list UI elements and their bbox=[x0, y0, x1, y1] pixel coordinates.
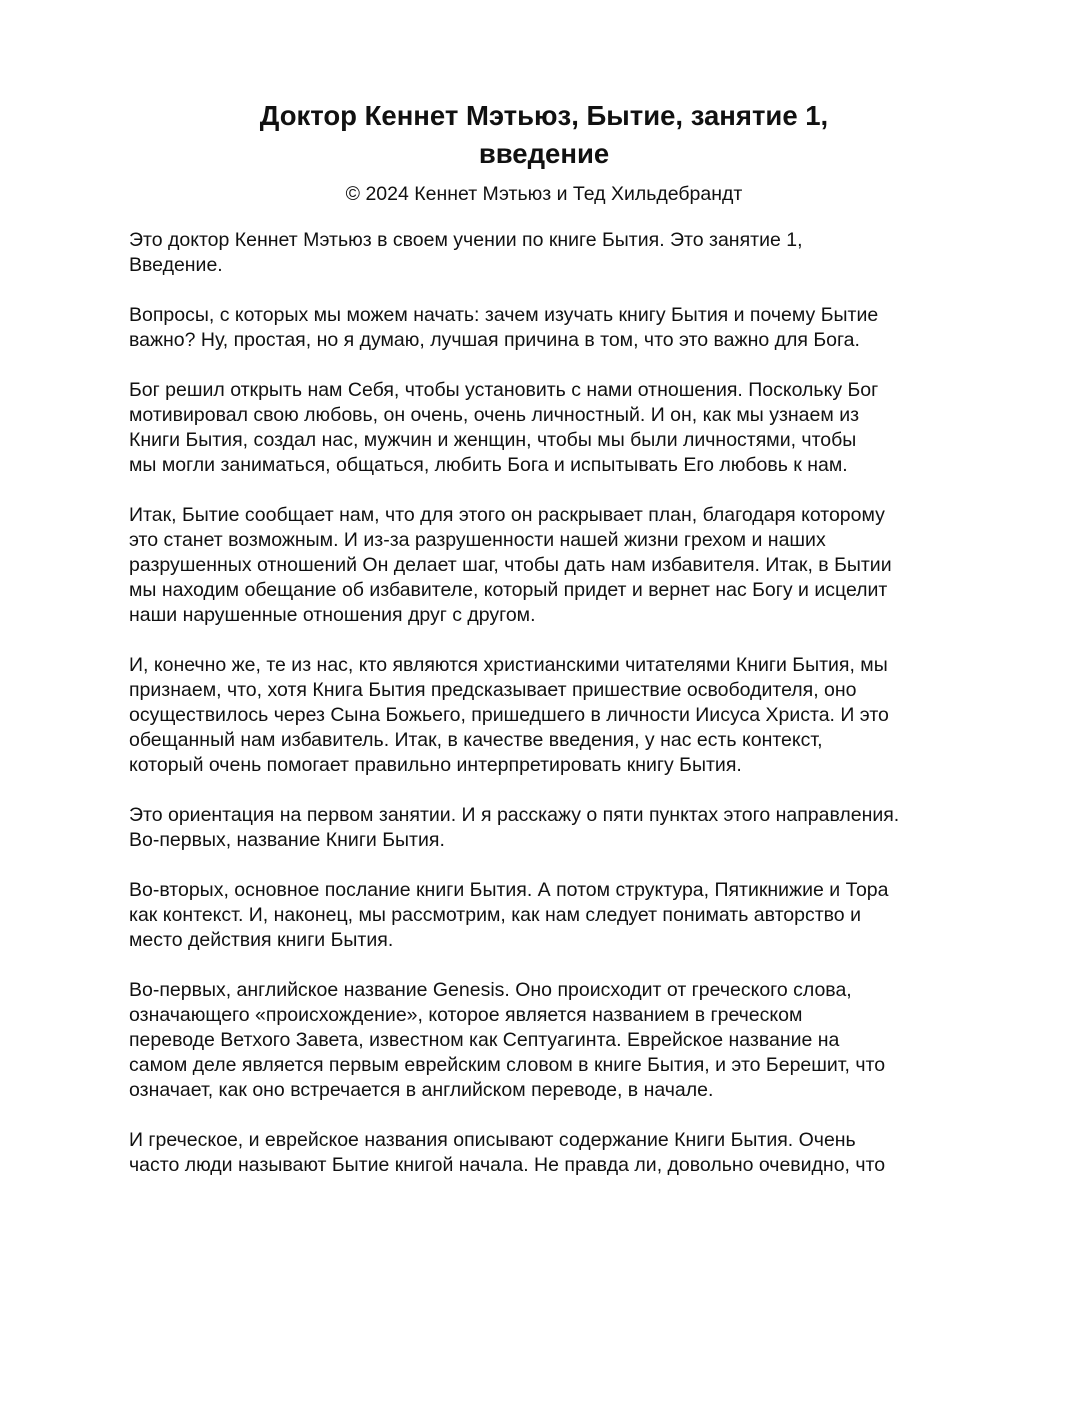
copyright-line: © 2024 Кеннет Мэтьюз и Тед Хильдебрандт bbox=[345, 183, 743, 205]
paragraph bbox=[129, 503, 969, 628]
text-line: самом деле является первым еврейским словом в книге Бытия, и это Берешит, что bbox=[129, 1054, 886, 1076]
text-line: осуществилось через Сына Божьего, пришедшего в личности Иисуса Христа. И это bbox=[129, 704, 889, 726]
paragraph bbox=[129, 653, 969, 778]
paragraph bbox=[129, 978, 969, 1103]
document-body bbox=[129, 228, 969, 1203]
text-line: который очень помогает правильно интерпретировать книгу Бытия. bbox=[129, 754, 742, 776]
text-line: мотивировал свою любовь, он очень, очень личностный. И он, как мы узнаем из bbox=[129, 404, 860, 426]
paragraph bbox=[129, 228, 969, 278]
title-line: введение bbox=[478, 138, 610, 169]
text-line: И, конечно же, те из нас, кто являются христианскими читателями Книги Бытия, мы bbox=[129, 654, 888, 676]
paragraph bbox=[129, 378, 969, 478]
text-line: Вопросы, с которых мы можем начать: зачем изучать книгу Бытия и почему Бытие bbox=[129, 304, 879, 326]
text-line: Книги Бытия, создал нас, мужчин и женщин, чтобы мы были личностями, чтобы bbox=[129, 429, 857, 451]
text-line: часто люди называют Бытие книгой начала. Не правда ли, довольно очевидно, что bbox=[129, 1154, 886, 1176]
text-line: важно? Ну, простая, но я думаю, лучшая причина в том, что это важно для Бога. bbox=[129, 329, 860, 351]
text-line: Во-первых, название Книги Бытия. bbox=[129, 829, 445, 851]
text-line: наши нарушенные отношения друг с другом. bbox=[129, 604, 536, 626]
document-title bbox=[160, 97, 928, 173]
text-line: И греческое, и еврейское названия описывают содержание Книги Бытия. Очень bbox=[129, 1129, 856, 1151]
text-line: как контекст. И, наконец, мы рассмотрим, как нам следует понимать авторство и bbox=[129, 904, 861, 926]
text-line: разрушенных отношений Он делает шаг, чтобы дать нам избавителя. Итак, в Бытии bbox=[129, 554, 892, 576]
text-line: Во-вторых, основное послание книги Бытия. А потом структура, Пятикнижие и Тора bbox=[129, 879, 889, 901]
paragraph bbox=[129, 878, 969, 953]
paragraph bbox=[129, 1128, 969, 1178]
paragraph bbox=[129, 303, 969, 353]
title-line: Доктор Кеннет Мэтьюз, Бытие, занятие 1, bbox=[259, 100, 829, 131]
text-line: означающего «происхождение», которое является названием в греческом bbox=[129, 1004, 803, 1026]
text-line: Бог решил открыть нам Себя, чтобы установить с нами отношения. Поскольку Бог bbox=[129, 379, 879, 401]
text-line: Во-первых, английское название Genesis. Оно происходит от греческого слова, bbox=[129, 979, 852, 1001]
text-line: мы могли заниматься, общаться, любить Бога и испытывать Его любовь к нам. bbox=[129, 454, 848, 476]
text-line: это станет возможным. И из-за разрушенности нашей жизни грехом и наших bbox=[129, 529, 826, 551]
text-line: означает, как оно встречается в английском переводе, в начале. bbox=[129, 1079, 714, 1101]
text-line: Это доктор Кеннет Мэтьюз в своем учении по книге Бытия. Это занятие 1, bbox=[129, 229, 803, 251]
text-line: место действия книги Бытия. bbox=[129, 929, 394, 951]
text-line: мы находим обещание об избавителе, который придет и вернет нас Богу и исцелит bbox=[129, 579, 888, 601]
text-line: Итак, Бытие сообщает нам, что для этого он раскрывает план, благодаря которому bbox=[129, 504, 885, 526]
text-line: переводе Ветхого Завета, известном как Септуагинта. Еврейское название на bbox=[129, 1029, 840, 1051]
text-line: обещанный нам избавитель. Итак, в качестве введения, у нас есть контекст, bbox=[129, 729, 823, 751]
text-line: признаем, что, хотя Книга Бытия предсказывает пришествие освободителя, оно bbox=[129, 679, 857, 701]
text-line: Это ориентация на первом занятии. И я расскажу о пяти пунктах этого направления. bbox=[129, 804, 900, 826]
paragraph bbox=[129, 803, 969, 853]
text-line: Введение. bbox=[129, 254, 223, 276]
